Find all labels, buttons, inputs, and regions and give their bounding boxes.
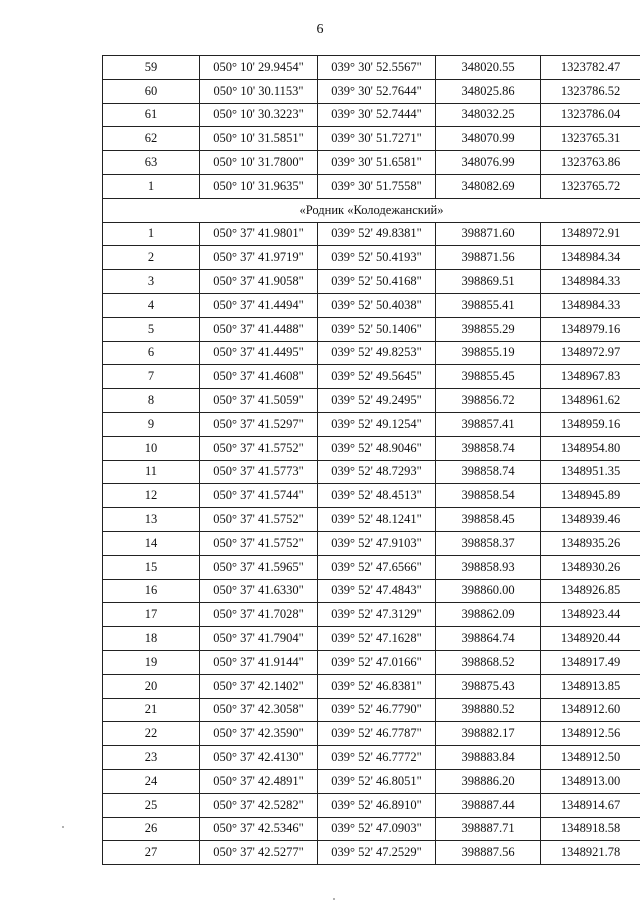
- coord-x-cell: 398882.17: [436, 722, 541, 746]
- latitude-cell: 050° 37' 42.5282": [200, 793, 318, 817]
- point-number-cell: 61: [103, 103, 200, 127]
- table-row: [103, 531, 640, 555]
- table-row: [103, 817, 640, 841]
- latitude-cell: 050° 10' 31.5851": [200, 127, 318, 151]
- table-row: [103, 151, 640, 175]
- table-row: [103, 722, 640, 746]
- table-row: [103, 746, 640, 770]
- table-row: [103, 793, 640, 817]
- point-number-cell: 6: [103, 341, 200, 365]
- latitude-cell: 050° 10' 30.1153": [200, 79, 318, 103]
- longitude-cell: 039° 52' 47.6566": [318, 555, 436, 579]
- table-row: [103, 460, 640, 484]
- coord-x-cell: 398860.00: [436, 579, 541, 603]
- latitude-cell: 050° 37' 41.4608": [200, 365, 318, 389]
- coord-x-cell: 398856.72: [436, 389, 541, 413]
- latitude-cell: 050° 37' 41.5773": [200, 460, 318, 484]
- coord-y-cell: 1348972.91: [541, 222, 640, 246]
- table-row: [103, 841, 640, 865]
- coord-y-cell: 1348972.97: [541, 341, 640, 365]
- longitude-cell: 039° 52' 46.7787": [318, 722, 436, 746]
- latitude-cell: 050° 10' 29.9454": [200, 56, 318, 80]
- coord-x-cell: 398887.44: [436, 793, 541, 817]
- coord-x-cell: 348020.55: [436, 56, 541, 80]
- latitude-cell: 050° 37' 41.4488": [200, 317, 318, 341]
- coord-x-cell: 398855.41: [436, 293, 541, 317]
- longitude-cell: 039° 52' 47.0166": [318, 650, 436, 674]
- latitude-cell: 050° 37' 41.7028": [200, 603, 318, 627]
- latitude-cell: 050° 37' 41.9144": [200, 650, 318, 674]
- table-row: [103, 341, 640, 365]
- latitude-cell: 050° 37' 42.4130": [200, 746, 318, 770]
- coord-y-cell: 1348914.67: [541, 793, 640, 817]
- point-number-cell: 1: [103, 174, 200, 198]
- longitude-cell: 039° 30' 51.6581": [318, 151, 436, 175]
- longitude-cell: 039° 52' 49.5645": [318, 365, 436, 389]
- coord-y-cell: 1348921.78: [541, 841, 640, 865]
- coord-y-cell: 1348961.62: [541, 389, 640, 413]
- point-number-cell: 23: [103, 746, 200, 770]
- longitude-cell: 039° 30' 52.5567": [318, 56, 436, 80]
- coord-y-cell: 1348935.26: [541, 531, 640, 555]
- longitude-cell: 039° 52' 47.9103": [318, 531, 436, 555]
- table-row: [103, 222, 640, 246]
- coord-y-cell: 1348920.44: [541, 627, 640, 651]
- longitude-cell: 039° 52' 49.2495": [318, 389, 436, 413]
- coord-x-cell: 398869.51: [436, 270, 541, 294]
- point-number-cell: 17: [103, 603, 200, 627]
- latitude-cell: 050° 37' 41.5965": [200, 555, 318, 579]
- table-row: [103, 56, 640, 80]
- longitude-cell: 039° 52' 50.4038": [318, 293, 436, 317]
- coord-x-cell: 348032.25: [436, 103, 541, 127]
- coord-y-cell: 1348951.35: [541, 460, 640, 484]
- coord-x-cell: 398880.52: [436, 698, 541, 722]
- point-number-cell: 16: [103, 579, 200, 603]
- coord-x-cell: 398855.29: [436, 317, 541, 341]
- coord-x-cell: 398858.93: [436, 555, 541, 579]
- coord-x-cell: 348070.99: [436, 127, 541, 151]
- point-number-cell: 9: [103, 412, 200, 436]
- longitude-cell: 039° 52' 47.1628": [318, 627, 436, 651]
- point-number-cell: 3: [103, 270, 200, 294]
- longitude-cell: 039° 52' 47.2529": [318, 841, 436, 865]
- point-number-cell: 13: [103, 508, 200, 532]
- longitude-cell: 039° 52' 47.0903": [318, 817, 436, 841]
- point-number-cell: 20: [103, 674, 200, 698]
- coord-x-cell: 398887.71: [436, 817, 541, 841]
- longitude-cell: 039° 52' 48.1241": [318, 508, 436, 532]
- section-header-row: [103, 198, 640, 222]
- longitude-cell: 039° 52' 49.8381": [318, 222, 436, 246]
- coord-y-cell: 1348954.80: [541, 436, 640, 460]
- longitude-cell: 039° 52' 47.4843": [318, 579, 436, 603]
- latitude-cell: 050° 37' 42.3590": [200, 722, 318, 746]
- point-number-cell: 21: [103, 698, 200, 722]
- longitude-cell: 039° 52' 50.4193": [318, 246, 436, 270]
- coord-y-cell: 1348930.26: [541, 555, 640, 579]
- latitude-cell: 050° 37' 41.7904": [200, 627, 318, 651]
- table-row: [103, 174, 640, 198]
- point-number-cell: 11: [103, 460, 200, 484]
- latitude-cell: 050° 37' 41.9719": [200, 246, 318, 270]
- point-number-cell: 14: [103, 531, 200, 555]
- table-row: [103, 650, 640, 674]
- table-row: [103, 412, 640, 436]
- coord-y-cell: 1348912.60: [541, 698, 640, 722]
- longitude-cell: 039° 52' 49.1254": [318, 412, 436, 436]
- latitude-cell: 050° 37' 42.5277": [200, 841, 318, 865]
- coord-y-cell: 1348923.44: [541, 603, 640, 627]
- point-number-cell: 8: [103, 389, 200, 413]
- point-number-cell: 4: [103, 293, 200, 317]
- longitude-cell: 039° 52' 46.8381": [318, 674, 436, 698]
- page-number: 6: [316, 22, 324, 37]
- section-header-body: [103, 198, 640, 222]
- point-number-cell: 2: [103, 246, 200, 270]
- latitude-cell: 050° 37' 41.5059": [200, 389, 318, 413]
- latitude-cell: 050° 37' 41.4494": [200, 293, 318, 317]
- scan-speck: [333, 898, 335, 900]
- coord-y-cell: 1323763.86: [541, 151, 640, 175]
- coord-y-cell: 1348939.46: [541, 508, 640, 532]
- coord-x-cell: 348025.86: [436, 79, 541, 103]
- point-number-cell: 60: [103, 79, 200, 103]
- coord-y-cell: 1323765.72: [541, 174, 640, 198]
- latitude-cell: 050° 37' 41.5744": [200, 484, 318, 508]
- latitude-cell: 050° 37' 41.9058": [200, 270, 318, 294]
- coord-y-cell: 1348984.33: [541, 270, 640, 294]
- coord-y-cell: 1323765.31: [541, 127, 640, 151]
- latitude-cell: 050° 37' 41.4495": [200, 341, 318, 365]
- coord-y-cell: 1348918.58: [541, 817, 640, 841]
- longitude-cell: 039° 52' 49.8253": [318, 341, 436, 365]
- coord-y-cell: 1348913.00: [541, 769, 640, 793]
- coord-x-cell: 398868.52: [436, 650, 541, 674]
- coord-x-cell: 398887.56: [436, 841, 541, 865]
- latitude-cell: 050° 37' 42.4891": [200, 769, 318, 793]
- table-row: [103, 508, 640, 532]
- latitude-cell: 050° 37' 41.5752": [200, 436, 318, 460]
- longitude-cell: 039° 52' 50.1406": [318, 317, 436, 341]
- coord-x-cell: 348076.99: [436, 151, 541, 175]
- latitude-cell: 050° 37' 41.5297": [200, 412, 318, 436]
- point-number-cell: 19: [103, 650, 200, 674]
- point-number-cell: 62: [103, 127, 200, 151]
- longitude-cell: 039° 52' 48.4513": [318, 484, 436, 508]
- latitude-cell: 050° 37' 42.1402": [200, 674, 318, 698]
- coord-x-cell: 398858.37: [436, 531, 541, 555]
- coord-x-cell: 398883.84: [436, 746, 541, 770]
- coord-y-cell: 1348912.56: [541, 722, 640, 746]
- coord-y-cell: 1323786.04: [541, 103, 640, 127]
- coord-x-cell: 398855.19: [436, 341, 541, 365]
- point-number-cell: 24: [103, 769, 200, 793]
- table-row: [103, 555, 640, 579]
- table-row: [103, 627, 640, 651]
- coord-y-cell: 1348979.16: [541, 317, 640, 341]
- latitude-cell: 050° 10' 30.3223": [200, 103, 318, 127]
- coord-x-cell: 398857.41: [436, 412, 541, 436]
- table-row: [103, 365, 640, 389]
- longitude-cell: 039° 52' 50.4168": [318, 270, 436, 294]
- point-number-cell: 18: [103, 627, 200, 651]
- longitude-cell: 039° 52' 48.7293": [318, 460, 436, 484]
- coord-x-cell: 398864.74: [436, 627, 541, 651]
- point-number-cell: 59: [103, 56, 200, 80]
- coord-y-cell: 1323782.47: [541, 56, 640, 80]
- latitude-cell: 050° 37' 41.9801": [200, 222, 318, 246]
- table-row: [103, 389, 640, 413]
- coord-x-cell: 398858.54: [436, 484, 541, 508]
- table-row: [103, 436, 640, 460]
- coord-x-cell: 398855.45: [436, 365, 541, 389]
- longitude-cell: 039° 30' 52.7644": [318, 79, 436, 103]
- table-row: [103, 317, 640, 341]
- coord-y-cell: 1348984.34: [541, 246, 640, 270]
- longitude-cell: 039° 52' 48.9046": [318, 436, 436, 460]
- coord-x-cell: 398871.60: [436, 222, 541, 246]
- rows-previous-object: [103, 56, 640, 199]
- longitude-cell: 039° 52' 46.7790": [318, 698, 436, 722]
- coord-y-cell: 1348945.89: [541, 484, 640, 508]
- latitude-cell: 050° 37' 42.3058": [200, 698, 318, 722]
- latitude-cell: 050° 37' 42.5346": [200, 817, 318, 841]
- table-row: [103, 79, 640, 103]
- point-number-cell: 12: [103, 484, 200, 508]
- point-number-cell: 1: [103, 222, 200, 246]
- section-title: «Родник «Колодежанский»: [103, 198, 640, 222]
- table-row: [103, 103, 640, 127]
- longitude-cell: 039° 52' 46.7772": [318, 746, 436, 770]
- point-number-cell: 10: [103, 436, 200, 460]
- point-number-cell: 7: [103, 365, 200, 389]
- table-row: [103, 603, 640, 627]
- coord-y-cell: 1348926.85: [541, 579, 640, 603]
- latitude-cell: 050° 37' 41.5752": [200, 531, 318, 555]
- table-row: [103, 270, 640, 294]
- point-number-cell: 25: [103, 793, 200, 817]
- table-row: [103, 246, 640, 270]
- longitude-cell: 039° 30' 51.7271": [318, 127, 436, 151]
- longitude-cell: 039° 30' 52.7444": [318, 103, 436, 127]
- coord-x-cell: 398871.56: [436, 246, 541, 270]
- coord-x-cell: 398858.74: [436, 436, 541, 460]
- point-number-cell: 5: [103, 317, 200, 341]
- coord-y-cell: 1323786.52: [541, 79, 640, 103]
- coord-x-cell: 398875.43: [436, 674, 541, 698]
- coord-y-cell: 1348917.49: [541, 650, 640, 674]
- coord-y-cell: 1348984.33: [541, 293, 640, 317]
- point-number-cell: 22: [103, 722, 200, 746]
- table-row: [103, 293, 640, 317]
- latitude-cell: 050° 10' 31.7800": [200, 151, 318, 175]
- scan-speck: [62, 826, 64, 828]
- coord-y-cell: 1348912.50: [541, 746, 640, 770]
- table-row: [103, 769, 640, 793]
- coord-x-cell: 398886.20: [436, 769, 541, 793]
- longitude-cell: 039° 52' 46.8051": [318, 769, 436, 793]
- longitude-cell: 039° 52' 47.3129": [318, 603, 436, 627]
- coord-y-cell: 1348913.85: [541, 674, 640, 698]
- table-row: [103, 484, 640, 508]
- latitude-cell: 050° 10' 31.9635": [200, 174, 318, 198]
- point-number-cell: 27: [103, 841, 200, 865]
- longitude-cell: 039° 30' 51.7558": [318, 174, 436, 198]
- latitude-cell: 050° 37' 41.5752": [200, 508, 318, 532]
- table-row: [103, 579, 640, 603]
- coord-y-cell: 1348959.16: [541, 412, 640, 436]
- coord-x-cell: 398858.74: [436, 460, 541, 484]
- point-number-cell: 15: [103, 555, 200, 579]
- table-row: [103, 674, 640, 698]
- coordinates-table: [102, 55, 640, 865]
- table-row: [103, 698, 640, 722]
- longitude-cell: 039° 52' 46.8910": [318, 793, 436, 817]
- point-number-cell: 63: [103, 151, 200, 175]
- coord-x-cell: 398858.45: [436, 508, 541, 532]
- rows-rodnik: [103, 222, 640, 865]
- coord-x-cell: 348082.69: [436, 174, 541, 198]
- coord-x-cell: 398862.09: [436, 603, 541, 627]
- point-number-cell: 26: [103, 817, 200, 841]
- coord-y-cell: 1348967.83: [541, 365, 640, 389]
- latitude-cell: 050° 37' 41.6330": [200, 579, 318, 603]
- table-row: [103, 127, 640, 151]
